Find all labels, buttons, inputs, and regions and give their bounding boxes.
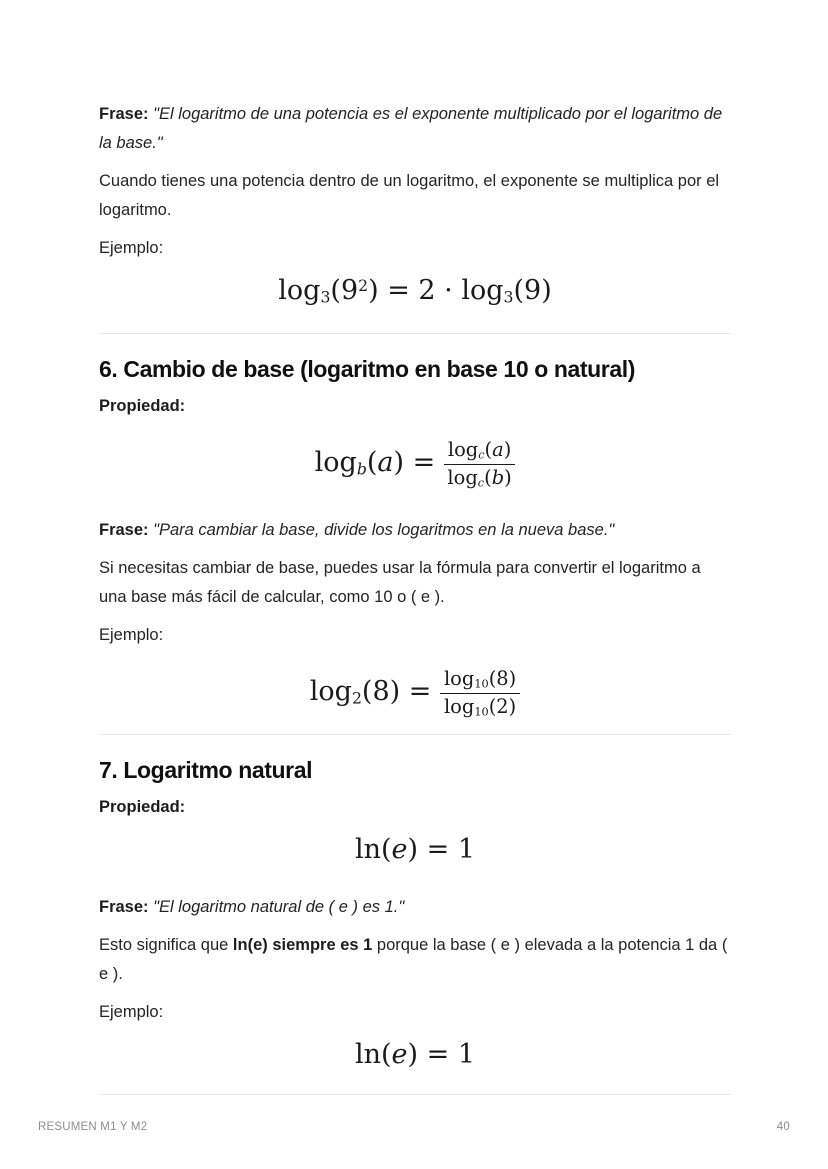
propiedad-label: Propiedad: (99, 797, 186, 816)
fraction: $\frac{\log_{10}(8)}{\log_{10}(2)}$ (440, 668, 520, 719)
section-7-heading: 7. Logaritmo natural (99, 756, 313, 783)
frase-quote: "El logaritmo de una potencia es el exponente multiplicado por el logaritmo de la base." (99, 105, 723, 152)
frase-label: Frase: (99, 897, 149, 916)
page-content (99, 0, 731, 1095)
formula-power-example (99, 269, 731, 316)
math-expression: $\log_3(9^2) = 2 \cdot \log_3(9)$ (278, 275, 552, 307)
frase-quote: "El logaritmo natural de ( e ) es 1." (153, 897, 405, 916)
section-divider (99, 734, 731, 735)
math-expression: ln(e) = 1 (354, 1038, 476, 1070)
section-divider (99, 1094, 731, 1095)
frase-label: Frase: (99, 520, 149, 539)
propiedad-label: Propiedad: (99, 397, 186, 415)
page-footer (38, 1121, 790, 1133)
math-expression: ln(e) = 1 (354, 833, 476, 865)
ln-body-bold: ln(e) siempre es 1 (232, 935, 373, 954)
section-divider (99, 333, 731, 334)
power-ejemplo-label: Ejemplo: (99, 239, 164, 257)
formula-change-of-base-property (99, 431, 731, 498)
frase-label: Frase: (99, 105, 149, 123)
ln-frase-paragraph (99, 893, 731, 922)
math-expression: $\log_b(a)$ = $\frac{\log_c(a)}{\log_c(b)}$ (315, 447, 516, 478)
section-6-heading: 6. Cambio de base (logaritmo en base 10 o natural) (99, 356, 635, 382)
power-frase-paragraph (99, 100, 731, 158)
formula-natural-log-example (99, 1033, 731, 1080)
ln-body-paragraph: Esto significa que ln(e) siempre es 1 porque la base ( e ) elevada a la potencia 1 da ( e ). (99, 935, 728, 983)
formula-natural-log-property (99, 828, 731, 875)
cob-frase-paragraph (99, 516, 731, 545)
math-expression: $\log_2(8)$ = $\frac{\log_{10}(8)}{\log_{10}(2)}$ (310, 676, 520, 707)
power-body-paragraph: Cuando tienes una potencia dentro de un logaritmo, el exponente se multiplica por el logaritmo. (99, 172, 720, 219)
formula-change-of-base-example (99, 660, 731, 727)
cob-ejemplo-label: Ejemplo: (99, 625, 164, 644)
footer-document-title: RESUMEN M1 Y M2 (38, 1121, 148, 1133)
frase-quote: "Para cambiar la base, divide los logaritmos en la nueva base." (153, 520, 615, 539)
cob-body-paragraph: Si necesitas cambiar de base, puedes usar la fórmula para convertir el logaritmo a una base más fácil de calcular, como 10 o ( e ). (99, 558, 701, 606)
fraction: $\frac{\log_c(a)}{\log_c(b)}$ (444, 439, 515, 490)
ln-ejemplo-label: Ejemplo: (99, 1002, 164, 1021)
footer-page-number: 40 (776, 1121, 790, 1133)
